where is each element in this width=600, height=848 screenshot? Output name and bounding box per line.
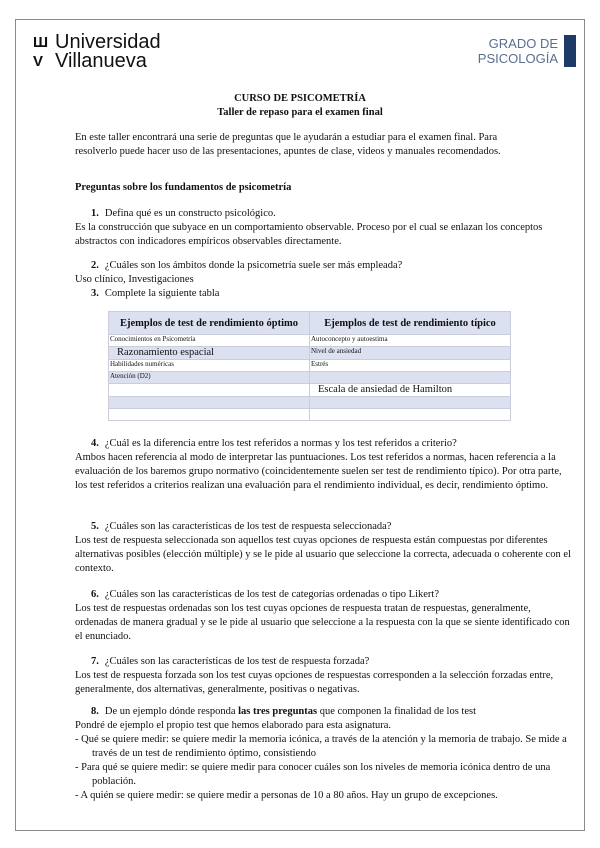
q-text: Defina qué es un constructo psicológico. bbox=[104, 208, 276, 219]
q-text: ¿Cuáles son las características de los test de respuesta forzada? bbox=[104, 656, 370, 667]
q-text: De un ejemplo dónde responda bbox=[104, 706, 239, 717]
table-cell bbox=[109, 384, 310, 397]
list-item: - A quién se quiere medir: se quiere medir a personas de 10 a 80 años. Hay un grupo de excepciones. bbox=[75, 790, 498, 801]
section-heading: Preguntas sobre los fundamentos de psicometría bbox=[75, 182, 292, 193]
logo-mark-icon: Ш bbox=[33, 34, 49, 51]
table-row bbox=[109, 409, 511, 421]
intro: En este taller encontrará una serie de preguntas que le ayudarán a estudiar para el examen final. Para resolverlo puede hacer uso de las presentaciones, apuntes de clase, videos y manuales recomendados. bbox=[75, 132, 501, 157]
table-cell: Estrés bbox=[310, 360, 511, 372]
logo-mark-v-icon: V bbox=[33, 53, 44, 70]
q-answer: Los test de respuestas ordenadas son los test cuyas opciones de respuesta tratan de respuestas, generalmente, ordenadas de manera gradual y se le pide al usuario que seleccione a la respuesta con la que se siente identificado con el enunciado. bbox=[75, 603, 570, 642]
question-3 bbox=[75, 287, 575, 301]
q-answer: Los test de respuesta forzada son los test cuyas opciones de respuestas corresponden a la selección forzadas entre, generalmente, dos alternativas, generalmente, positivas o negativas. bbox=[75, 670, 554, 695]
column-header: Ejemplos de test de rendimiento típico bbox=[310, 312, 511, 335]
university-logo bbox=[33, 33, 161, 71]
table-cell bbox=[310, 372, 511, 384]
table-cell: Escala de ansiedad de Hamilton bbox=[310, 384, 511, 397]
q-number: 7. bbox=[91, 656, 99, 667]
q-answer: Es la construcción que subyace en un comportamiento observable. Proceso por el cual se enlazan los conceptos abstractos con indicadores empíricos observables directamente. bbox=[75, 222, 543, 247]
table-row bbox=[109, 384, 511, 397]
question-1 bbox=[75, 207, 575, 249]
q-number: 6. bbox=[91, 589, 99, 600]
q-text: Complete la siguiente tabla bbox=[104, 288, 220, 299]
q-answer: Pondré de ejemplo el propio test que hemos elaborado para esta asignatura. bbox=[75, 720, 392, 731]
table-cell: Atención (D2) bbox=[109, 372, 310, 384]
logo-line-2: Villanueva bbox=[55, 50, 147, 72]
q-text: que componen la finalidad de los test bbox=[317, 706, 477, 717]
doc-subtitle: Taller de repaso para el examen final bbox=[217, 107, 383, 118]
table-header-row bbox=[109, 312, 511, 335]
question-5 bbox=[75, 520, 575, 576]
table-cell: Habilidades numéricas bbox=[109, 360, 310, 372]
table-cell bbox=[310, 409, 511, 421]
q-text: ¿Cuáles son las características de los test de respuesta seleccionada? bbox=[104, 521, 392, 532]
list-item: - Qué se quiere medir: se quiere medir la memoria icónica, a través de la atención y la memoria de trabajo. Se mide a través de un test de rendimiento óptimo, consistiendo bbox=[75, 734, 567, 759]
q-answer: Los test de respuesta seleccionada son aquellos test cuyas opciones de respuesta están compuestas por diferentes alternativas posibles (elección múltiple) y se le pide al usuario que seleccione la correcta, adecuada o coherente con el contexto. bbox=[75, 535, 571, 574]
question-8 bbox=[75, 705, 575, 803]
table-cell: Nivel de ansiedad bbox=[310, 347, 511, 360]
q-text: ¿Cuáles son las características de los test de categorías ordenadas o tipo Likert? bbox=[104, 589, 439, 600]
table-cell bbox=[109, 397, 310, 409]
table-cell: Razonamiento espacial bbox=[109, 347, 310, 360]
q-number: 3. bbox=[91, 288, 99, 299]
q-number: 8. bbox=[91, 706, 99, 717]
q-number: 1. bbox=[91, 208, 99, 219]
question-2 bbox=[75, 259, 575, 287]
q-text: ¿Cuál es la diferencia entre los test referidos a normas y los test referidos a criterio? bbox=[104, 438, 457, 449]
list-item: - Para qué se quiere medir: se quiere medir para conocer cuáles son los niveles de memoria icónica dentro de una población. bbox=[75, 762, 551, 787]
table-cell bbox=[109, 409, 310, 421]
program-bar bbox=[564, 35, 576, 67]
question-6 bbox=[75, 588, 575, 644]
program-line-2: PSICOLOGÍA bbox=[477, 51, 558, 66]
column-header: Ejemplos de test de rendimiento óptimo bbox=[109, 312, 310, 335]
table-row bbox=[109, 335, 511, 347]
doc-title: CURSO DE PSICOMETRÍA bbox=[234, 93, 366, 104]
q-number: 2. bbox=[91, 260, 99, 271]
q-answer: Ambos hacen referencia al modo de interpretar las puntuaciones. Los test referidos a normas, hacen referencia a la evaluación de los baremos grupo normativo (coincidentemente suelen ser test de rendimiento típico). Por otra parte, los test referidos a criterios realizan una evaluación para el rendimiento individual, es decir, rendimiento óptimo. bbox=[75, 452, 562, 491]
q-text-bold: las tres preguntas bbox=[238, 706, 318, 717]
test-examples-table bbox=[108, 311, 511, 421]
table-row bbox=[109, 360, 511, 372]
table-cell bbox=[310, 397, 511, 409]
program-line-1: GRADO DE bbox=[488, 36, 558, 51]
table-cell: Conocimientos en Psicometría bbox=[109, 335, 310, 347]
program-label bbox=[478, 36, 558, 66]
logo-line-1: Universidad bbox=[55, 31, 161, 53]
q-number: 5. bbox=[91, 521, 99, 532]
q-answer: Uso clínico, Investigaciones bbox=[75, 274, 194, 285]
table-row bbox=[109, 397, 511, 409]
table-row bbox=[109, 372, 511, 384]
table-cell: Autoconcepto y autoestima bbox=[310, 335, 511, 347]
q-text: ¿Cuáles son los ámbitos donde la psicometría suele ser más empleada? bbox=[104, 260, 403, 271]
table-row bbox=[109, 347, 511, 360]
question-7 bbox=[75, 655, 575, 697]
question-4 bbox=[75, 437, 575, 493]
q-number: 4. bbox=[91, 438, 99, 449]
